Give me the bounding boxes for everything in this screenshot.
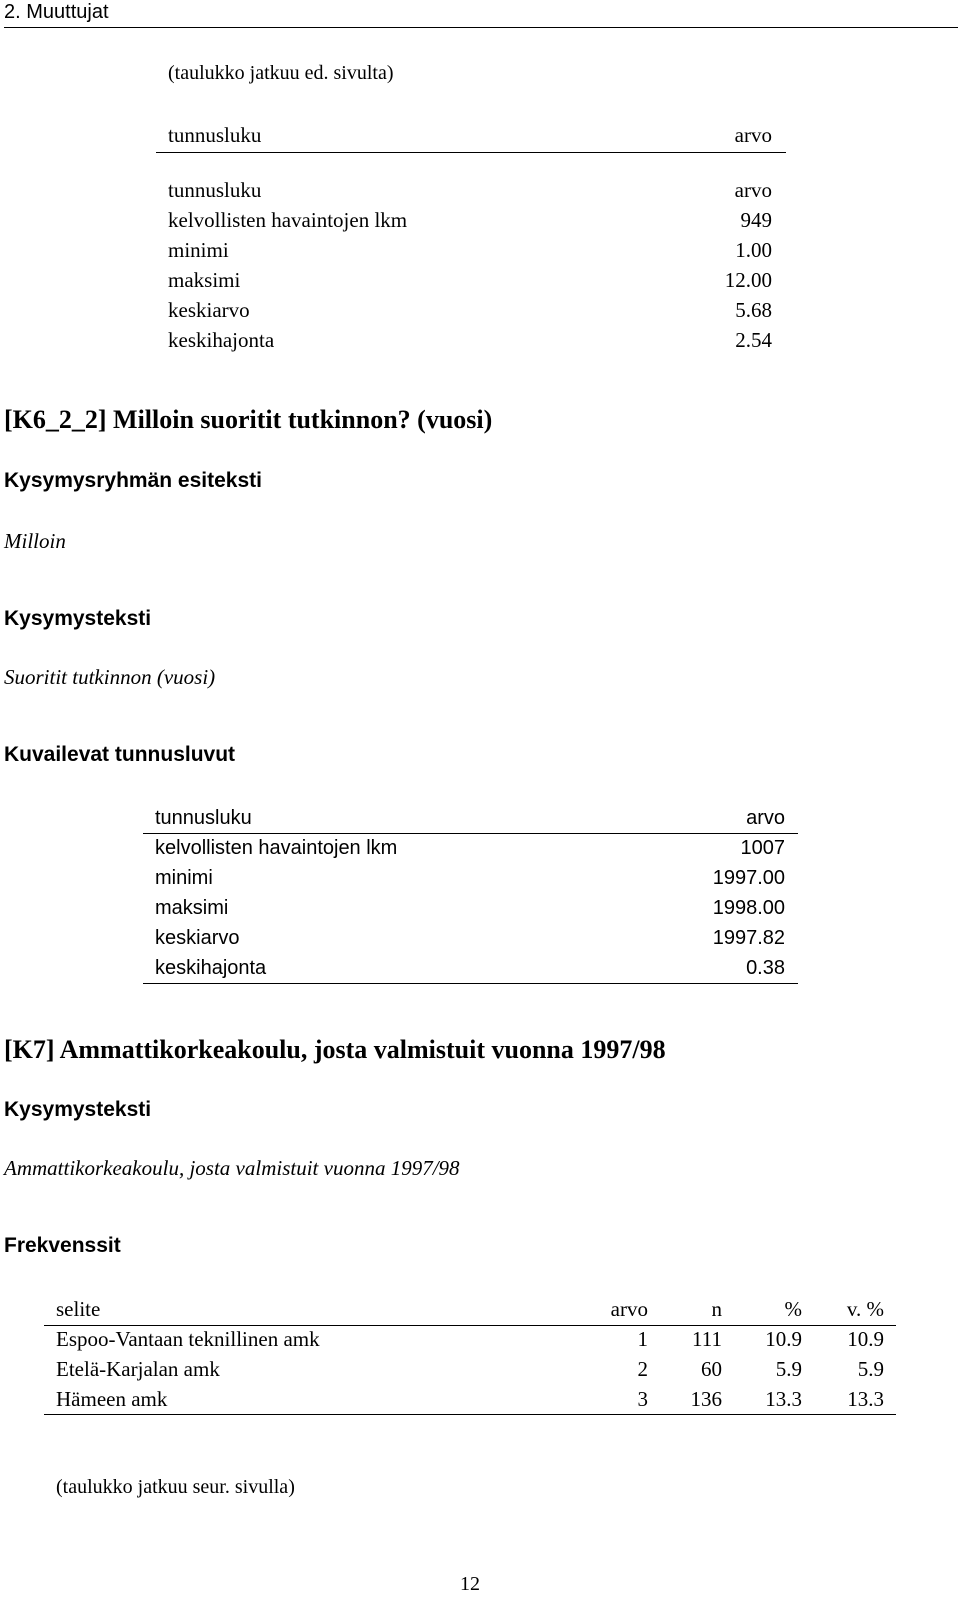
table-row <box>168 295 772 325</box>
table-row <box>56 1354 884 1384</box>
cell-value: 949 <box>740 208 772 232</box>
cell-label: minimi <box>168 238 229 262</box>
cell-n: 111 <box>692 1327 722 1351</box>
table-continued-note: (taulukko jatkuu ed. sivulta) <box>168 62 394 84</box>
cell-percent: 10.9 <box>765 1327 802 1351</box>
cell-valid-percent: 5.9 <box>857 1357 884 1381</box>
cell-label: minimi <box>155 867 213 889</box>
question-text-k7: Ammattikorkeakoulu, josta valmistuit vuonna 1997/98 <box>4 1156 460 1180</box>
question-text-k6: Suoritit tutkinnon (vuosi) <box>4 665 216 689</box>
cell-arvo: 1 <box>637 1327 648 1351</box>
table-row <box>155 953 785 983</box>
cell-value: 1998.00 <box>712 897 785 919</box>
cell-value: 2.54 <box>735 328 772 352</box>
cell-label: keskihajonta <box>168 328 275 352</box>
col-header-percent: % <box>784 1297 802 1321</box>
cell-value: 5.68 <box>735 298 772 322</box>
group-text: Milloin <box>4 529 66 553</box>
freq-heading: Frekvenssit <box>4 1234 121 1257</box>
page-number: 12 <box>460 1573 480 1595</box>
section-title-k6: [K6_2_2] Milloin suoritit tutkinnon? (vuosi) <box>4 405 493 434</box>
table-continues-note: (taulukko jatkuu seur. sivulla) <box>56 1476 295 1498</box>
cell-value: 12.00 <box>724 268 772 292</box>
cell-valid-percent: 10.9 <box>847 1327 884 1351</box>
cell-percent: 13.3 <box>765 1387 802 1411</box>
cell-n: 136 <box>690 1387 722 1411</box>
stats-bottom-rule <box>143 983 798 984</box>
table1-header-rule <box>156 152 786 153</box>
cell-label: maksimi <box>155 897 229 919</box>
cell-label: kelvollisten havaintojen lkm <box>155 837 398 859</box>
table-header-row <box>155 803 785 833</box>
table-row <box>168 175 772 205</box>
cell-value: 0.38 <box>746 957 785 979</box>
freq-table <box>56 1294 884 1414</box>
table1-header <box>168 120 772 150</box>
group-heading: Kysymysryhmän esiteksti <box>4 469 262 492</box>
question-heading-k7: Kysymysteksti <box>4 1098 152 1121</box>
table1-header-value: arvo <box>734 123 772 147</box>
table-row <box>168 265 772 295</box>
cell-percent: 5.9 <box>775 1357 802 1381</box>
question-heading-k6: Kysymysteksti <box>4 607 152 630</box>
cell-label: keskiarvo <box>168 298 250 322</box>
running-header: 2. Muuttujat <box>4 1 109 23</box>
stats-heading: Kuvailevat tunnusluvut <box>4 743 236 766</box>
table-row <box>56 1384 884 1414</box>
table1-header-label: tunnusluku <box>168 123 262 147</box>
col-header-n: n <box>711 1297 722 1321</box>
table-row <box>168 325 772 355</box>
cell-label: keskiarvo <box>155 927 240 949</box>
table-row <box>155 863 785 893</box>
table-row <box>155 923 785 953</box>
cell-value: 1997.00 <box>712 867 785 889</box>
cell-label: kelvollisten havaintojen lkm <box>168 208 408 232</box>
col-header-selite: selite <box>56 1297 101 1321</box>
freq-header-rule <box>44 1325 896 1326</box>
cell-arvo: 3 <box>637 1387 648 1411</box>
section-title-k7: [K7] Ammattikorkeakoulu, josta valmistuit vuonna 1997/98 <box>4 1035 666 1064</box>
header-label: tunnusluku <box>155 807 252 829</box>
cell-selite: Hämeen amk <box>56 1387 168 1411</box>
cell-value: 1.00 <box>735 238 772 262</box>
table1 <box>168 175 772 355</box>
col-header-arvo: arvo <box>610 1297 648 1321</box>
cell-selite: Espoo-Vantaan teknillinen amk <box>56 1327 320 1351</box>
freq-bottom-rule <box>44 1414 896 1415</box>
table-row <box>155 893 785 923</box>
cell-value: 1007 <box>740 837 785 859</box>
cell-valid-percent: 13.3 <box>847 1387 884 1411</box>
cell-label: keskihajonta <box>155 957 267 979</box>
table-header-row <box>56 1294 884 1324</box>
cell-arvo: 2 <box>637 1357 648 1381</box>
cell-value: 1997.82 <box>712 927 785 949</box>
col-header-valid-percent: v. % <box>846 1297 884 1321</box>
cell-selite: Etelä-Karjalan amk <box>56 1357 220 1381</box>
table-row <box>155 833 785 863</box>
table-row <box>168 235 772 265</box>
cell-label: tunnusluku <box>168 178 262 202</box>
cell-value: arvo <box>734 178 772 202</box>
header-rule <box>4 27 958 28</box>
cell-label: maksimi <box>168 268 241 292</box>
table-row <box>168 205 772 235</box>
cell-n: 60 <box>701 1357 722 1381</box>
stats-table <box>155 803 785 983</box>
table-row <box>56 1324 884 1354</box>
header-value: arvo <box>746 807 785 829</box>
stats-header-rule <box>143 833 798 834</box>
